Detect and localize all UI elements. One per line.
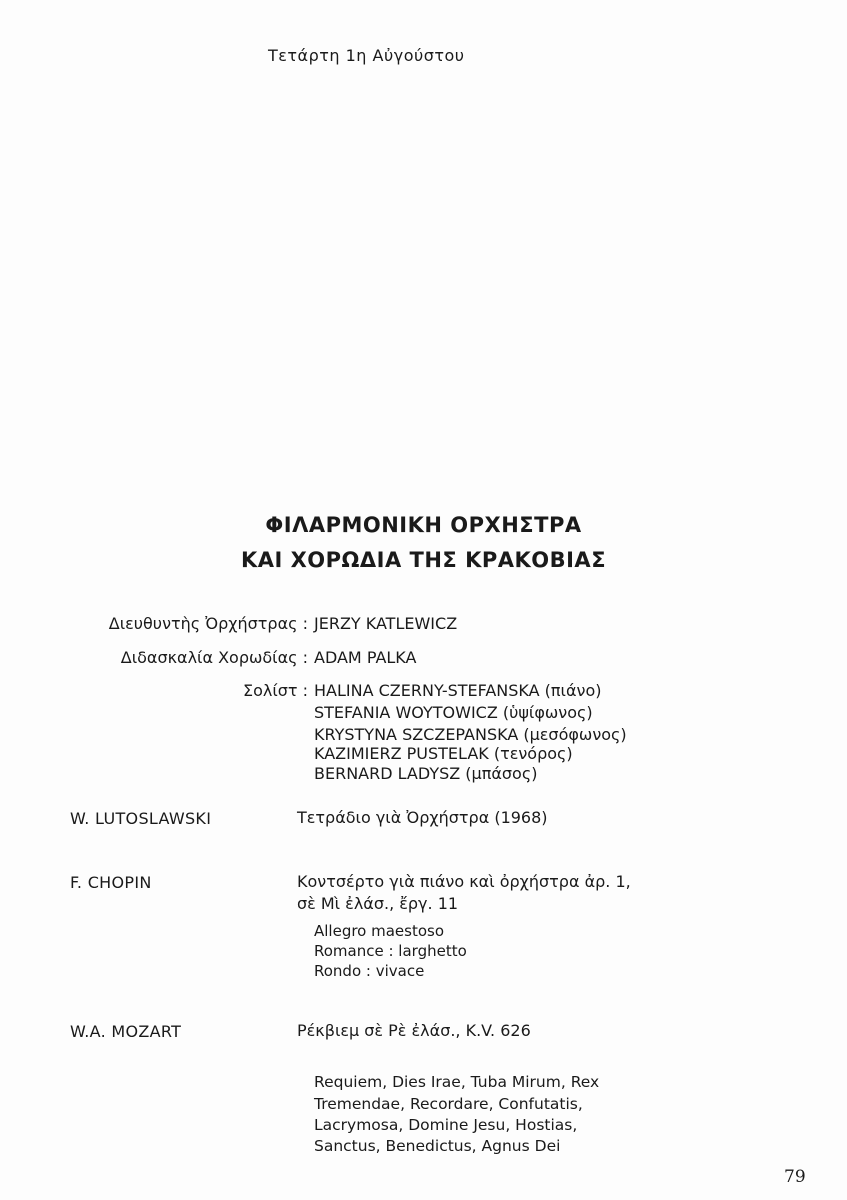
choir-director-name: ADAM PALKA [314, 648, 417, 667]
movement-item: Allegro maestoso [314, 922, 445, 940]
composer-chopin: F. CHOPIN [70, 873, 152, 892]
work-mozart: Ρέκβιεμ σὲ Ρὲ ἐλάσ., K.V. 626 [297, 1021, 531, 1040]
requiem-section-line: Sanctus, Benedictus, Agnus Dei [314, 1137, 561, 1155]
title-line-1: ΦΙΛΑΡΜΟΝΙΚΗ ΟΡΧΗΣΤΡΑ [265, 513, 582, 537]
movement-item: Rondo : vivace [314, 962, 425, 980]
conductor-label: Διευθυντὴς Ὀρχήστρας : [108, 614, 308, 633]
soloist-item: KRYSTYNA SZCZEPANSKA (μεσόφωνος) [314, 725, 627, 744]
soloist-item: HALINA CZERNY-STEFANSKA (πιάνο) [314, 681, 602, 700]
soloist-item: STEFANIA WOYTOWICZ (ὑψίφωνος) [314, 703, 593, 722]
page-header-date: Τετάρτη 1η Αὐγούστου [268, 46, 465, 65]
requiem-section-line: Lacrymosa, Domine Jesu, Hostias, [314, 1116, 578, 1134]
work-lutoslawski: Τετράδιο γιὰ Ὀρχήστρα (1968) [297, 808, 548, 827]
work-chopin-line-2: σὲ Μὶ ἐλάσ., ἔργ. 11 [297, 894, 459, 913]
composer-mozart: W.A. MOZART [70, 1022, 182, 1041]
title-line-2: ΚΑΙ ΧΟΡΩΔΙΑ ΤΗΣ ΚΡΑΚΟΒΙΑΣ [240, 548, 607, 572]
work-chopin-line-1: Κοντσέρτο γιὰ πιάνο καὶ ὀρχήστρα ἀρ. 1, [297, 872, 631, 891]
composer-lutoslawski: W. LUTOSLAWSKI [70, 809, 212, 828]
soloist-item: KAZIMIERZ PUSTELAK (τενόρος) [314, 744, 573, 763]
conductor-name: JERZY KATLEWICZ [314, 614, 458, 633]
page-number: 79 [784, 1167, 806, 1187]
movement-item: Romance : larghetto [314, 942, 467, 960]
requiem-section-line: Tremendae, Recordare, Confutatis, [314, 1095, 583, 1113]
soloist-item: BERNARD LADYSZ (μπάσος) [314, 764, 538, 783]
requiem-section-line: Requiem, Dies Irae, Tuba Mirum, Rex [314, 1073, 600, 1091]
soloists-label: Σολίστ : [242, 681, 308, 700]
choir-director-label: Διδασκαλία Χορωδίας : [120, 648, 308, 667]
